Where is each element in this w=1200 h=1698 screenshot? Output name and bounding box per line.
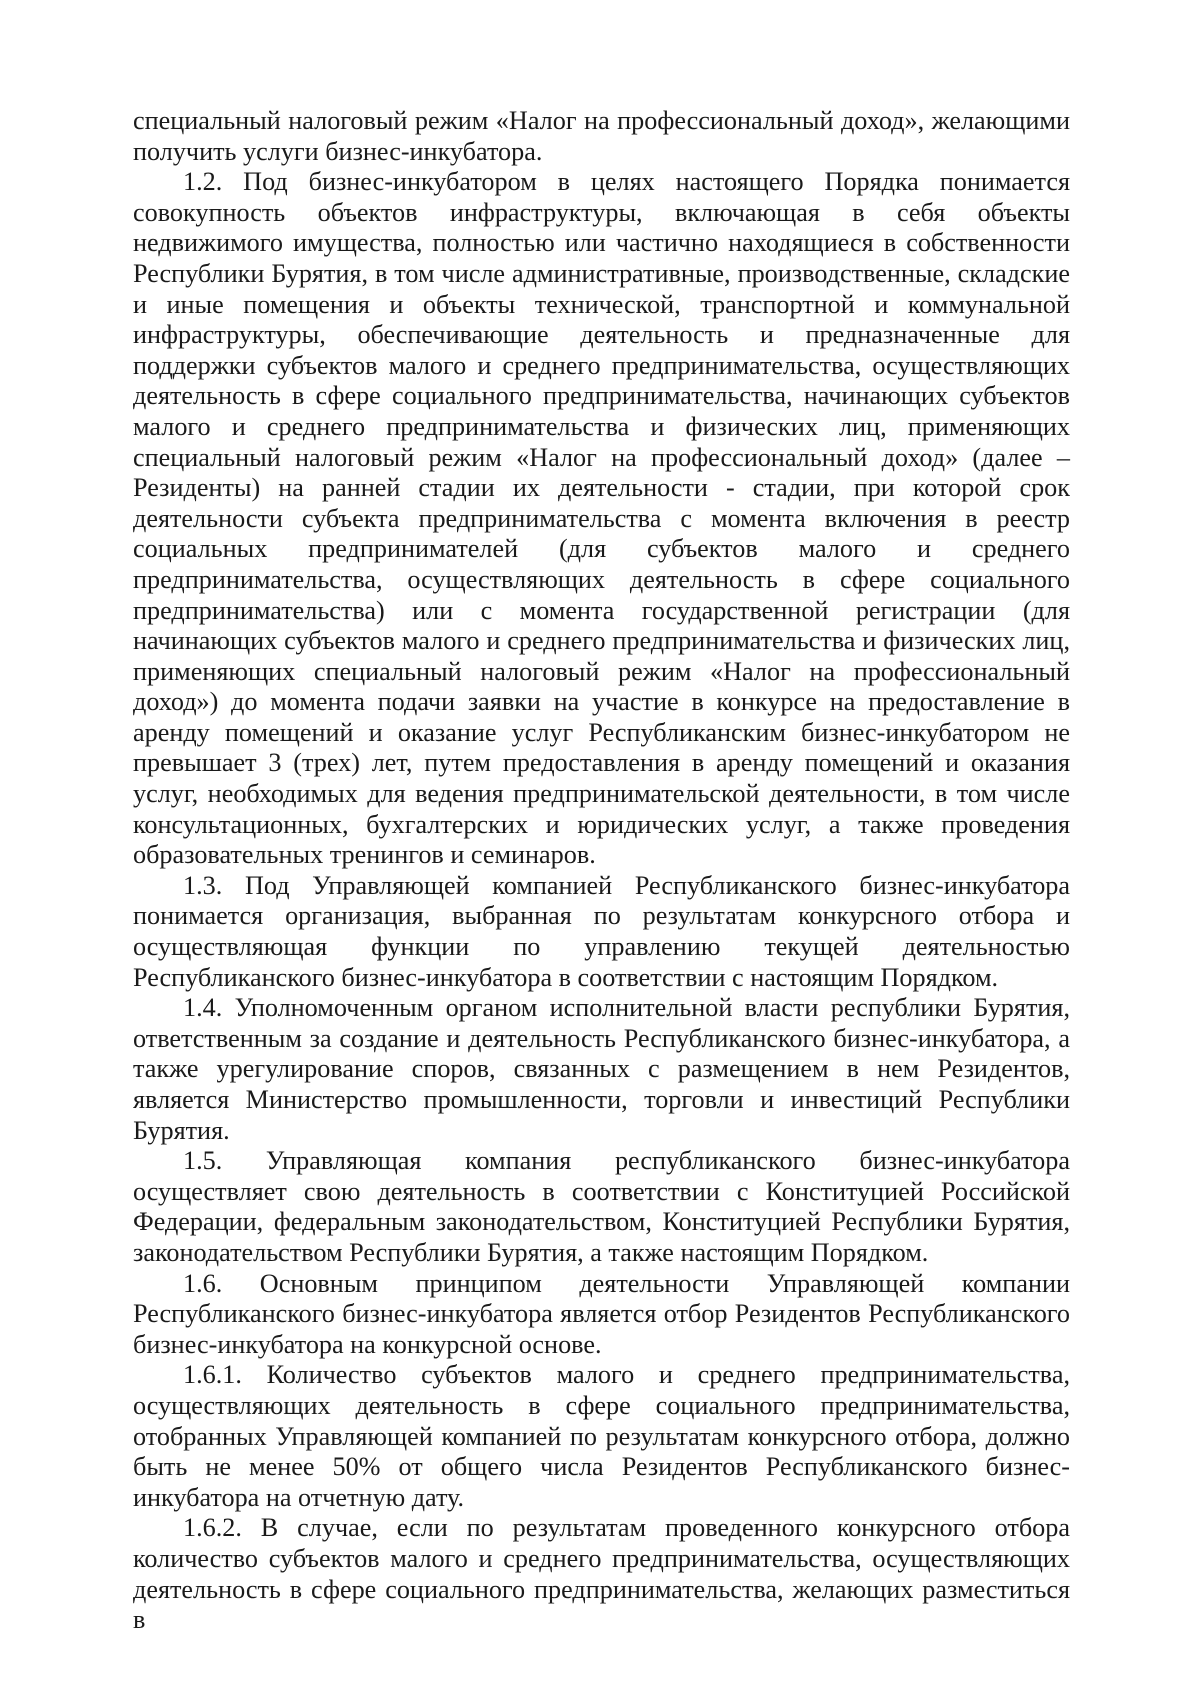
paragraph-1-5: 1.5. Управляющая компания республиканского бизнес-инкубатора осуществляет свою деятельность в соответствии с Конституцией Российской Федерации, федеральным законодательством, Конституцией Республики Бурятия, законодательством Республики Бурятия, а также настоящим Порядком. [133, 1146, 1070, 1267]
paragraph-1-4: 1.4. Уполномоченным органом исполнительной власти республики Бурятия, ответственным за создание и деятельность Республиканского бизнес-инкубатора, а также урегулирование споров, связанных с размещением в нем Резидентов, является Министерство промышленности, торговли и инвестиций Республики Бурятия. [133, 993, 1070, 1145]
paragraph-1-6: 1.6. Основным принципом деятельности Управляющей компании Республиканского бизнес-инкубатора является отбор Резидентов Республиканского бизнес-инкубатора на конкурсной основе. [133, 1268, 1070, 1359]
paragraph-1-6-2: 1.6.2. В случае, если по результатам проведенного конкурсного отбора количество субъектов малого и среднего предпринимательства, осуществляющих деятельность в сфере социального предпринимательства, желающих разместиться в [133, 1513, 1070, 1635]
paragraph-1-2: 1.2. Под бизнес-инкубатором в целях настоящего Порядка понимается совокупность объектов инфраструктуры, включающая в себя объекты недвижимого имущества, полностью или частично находящиеся в собственности Республики Бурятия, в том числе административные, производственные, складские и иные помещения и объекты технической, транспортной и коммунальной инфраструктуры, обеспечивающие деятельность и предназначенные для поддержки субъектов малого и среднего предпринимательства, осуществляющих деятельность в сфере социального предпринимательства, начинающих субъектов малого и среднего предпринимательства и физических лиц, применяющих специальный налоговый режим «Налог на профессиональный доход» (далее – Резиденты) на ранней стадии их деятельности - стадии, при которой срок деятельности субъекта предпринимательства с момента включения в реестр социальных предпринимателей (для субъектов малого и среднего предпринимательства, осуществляющих деятельность в сфере социального предпринимательства) или с момента государственной регистрации (для начинающих субъектов малого и среднего предпринимательства и физических лиц, применяющих специальный налоговый режим «Налог на профессиональный доход») до момента подачи заявки на участие в конкурсе на предоставление в аренду помещений и оказание услуг Республиканским бизнес-инкубатором не превышает 3 (трех) лет, путем предоставления в аренду помещений и оказания услуг, необходимых для ведения предпринимательской деятельности, в том числе консультационных, бухгалтерских и юридических услуг, а также проведения образовательных тренингов и семинаров. [133, 167, 1070, 870]
document-page [133, 106, 1070, 1636]
paragraph-continuation: специальный налоговый режим «Налог на профессиональный доход», желающими получить услуги бизнес-инкубатора. [133, 106, 1070, 166]
paragraph-1-6-1: 1.6.1. Количество субъектов малого и среднего предпринимательства, осуществляющих деятельность в сфере социального предпринимательства, отобранных Управляющей компанией по результатам конкурсного отбора, должно быть не менее 50% от общего числа Резидентов Республиканского бизнес-инкубатора на отчетную дату. [133, 1360, 1070, 1512]
paragraph-1-3: 1.3. Под Управляющей компанией Республиканского бизнес-инкубатора понимается организация, выбранная по результатам конкурсного отбора и осуществляющая функции по управлению текущей деятельностью Республиканского бизнес-инкубатора в соответствии с настоящим Порядком. [133, 870, 1070, 992]
